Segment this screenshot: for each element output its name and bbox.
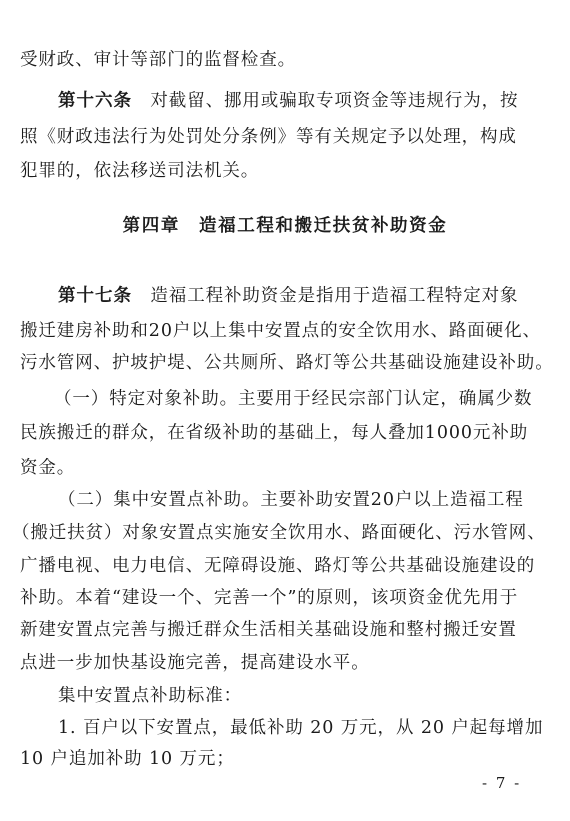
text-line: （一）特定对象补助。主要用于经民宗部门认定，确属少数 <box>54 389 533 409</box>
text-line: 犯罪的，依法移送司法机关。 <box>20 161 260 181</box>
article-16-text: 对截留、挪用或骗取专项资金等违规行为，按 <box>150 91 519 111</box>
text-line: 补助。本着“建设一个、完善一个”的原则，该项资金优先用于 <box>20 588 519 608</box>
article-16-first-line <box>58 88 522 114</box>
text-line: 1. 百户以下安置点，最低补助 20 万元，从 20 户起每增加 <box>58 718 544 738</box>
text-line: 新建安置点完善与搬迁群众生活相关基础设施和整村搬迁安置 <box>20 620 517 640</box>
text-line: （二）集中安置点补助。主要补助安置20户以上造福工程 <box>58 490 524 510</box>
article-17-label: 第十七条 <box>58 286 132 306</box>
text-line: 民族搬迁的群众，在省级补助的基础上，每人叠加1000元补助 <box>20 423 529 443</box>
text-line: 广播电视、电力电信、无障碍设施、路灯等公共基础设施建设的 <box>20 556 536 576</box>
text-line: 点进一步加快基设施完善，提高建设水平。 <box>20 653 370 673</box>
text-line: 集中安置点补助标准： <box>58 686 242 706</box>
text-line: （搬迁扶贫）对象安置点实施安全饮用水、路面硬化、污水管网、 <box>12 523 546 543</box>
article-17-first-line <box>58 283 522 309</box>
text-line: 资金。 <box>20 458 76 478</box>
text-line: 受财政、审计等部门的监督检查。 <box>20 50 296 70</box>
article-16-label: 第十六条 <box>58 91 132 111</box>
chapter-heading: 第四章 造福工程和搬迁扶贫补助资金 <box>122 216 448 236</box>
article-17-text: 造福工程补助资金是指用于造福工程特定对象 <box>150 286 519 306</box>
page-number: - 7 - <box>482 774 522 792</box>
text-line: 搬迁建房补助和20户以上集中安置点的安全饮用水、路面硬化、 <box>20 321 541 341</box>
text-line: 照《财政违法行为处罚处分条例》等有关规定予以处理，构成 <box>20 127 517 147</box>
text-line: 10 户追加补助 10 万元； <box>20 749 235 769</box>
text-line: 污水管网、护坡护堤、公共厕所、路灯等公共基础设施建设补助。 <box>20 353 554 373</box>
